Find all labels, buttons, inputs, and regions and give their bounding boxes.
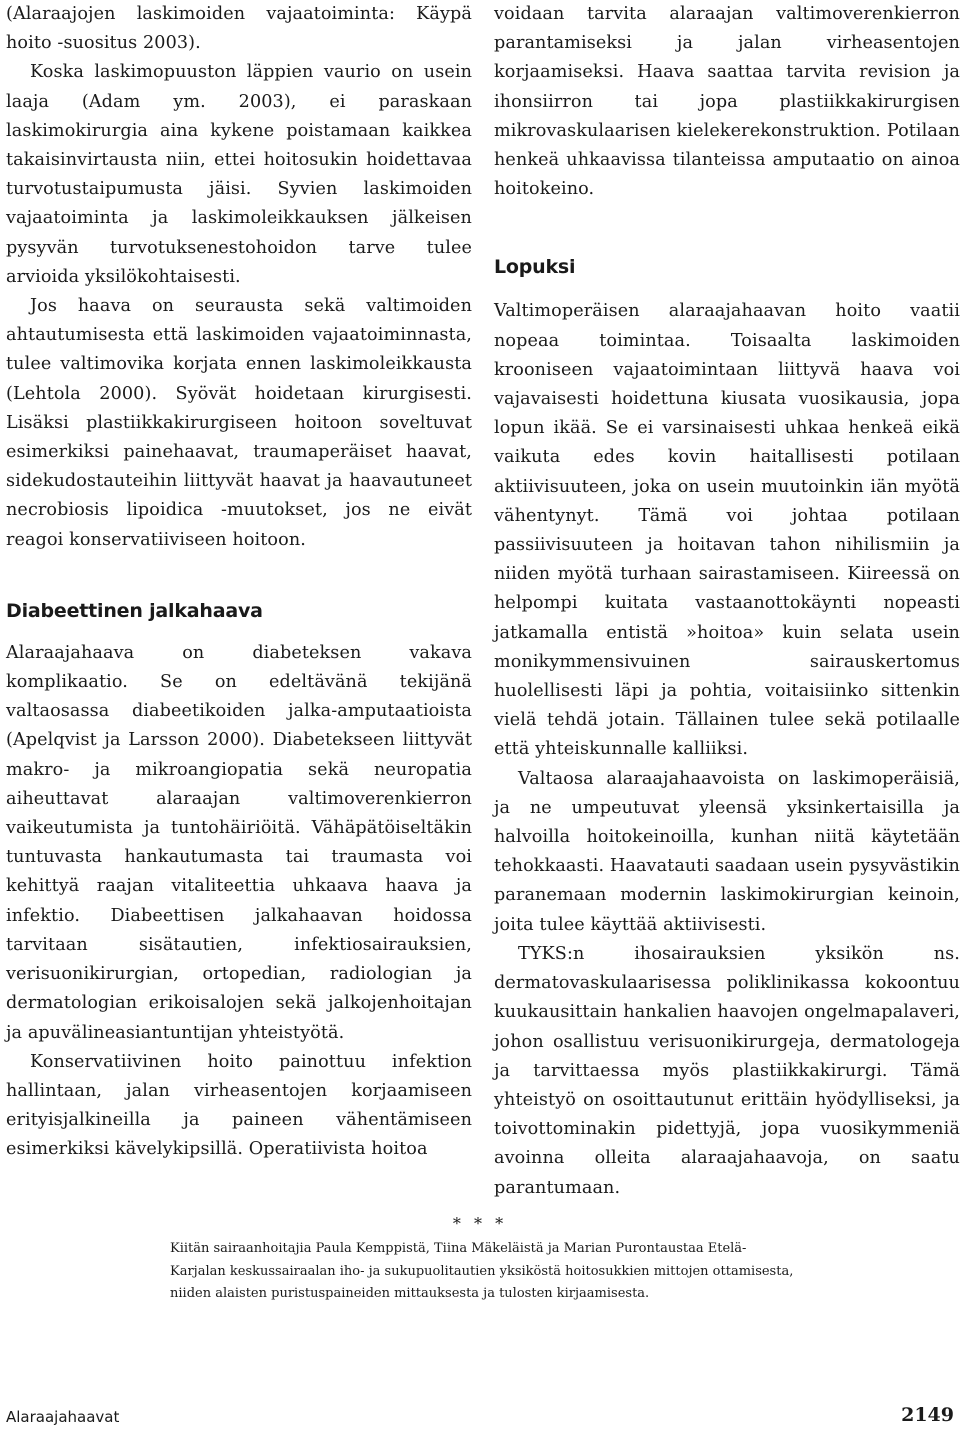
paragraph: voidaan tarvita alaraajan valtimoverenkierron parantamiseksi ja jalan virheasentojen korjaamiseksi. Haava saattaa tarvita revision ja ihonsiirron tai jopa plastiikkakirurgisen mikrovaskulaarisen kielekerekonstruktion. Potilaan henkeä uhkaavissa tilanteissa amputaatio on ainoa hoitokeino. <box>494 4 960 200</box>
paragraph: Konservatiivinen hoito painottuu infektion hallintaan, jalan virheasentojen korjaamiseen erityisjalkineilla ja paineen vähentämiseen esimerkiksi kävelykipsillä. Operatiivista hoitoa <box>6 1051 472 1160</box>
running-footer-title: Alaraajahaavat <box>6 1408 120 1426</box>
paragraph: (Alaraajojen laskimoiden vajaatoiminta: Käypä hoito -suositus 2003). <box>6 4 472 54</box>
paragraph: Alaraajahaava on diabeteksen vakava komplikaatio. Se on edeltävänä tekijänä valtaosassa diabeetikoiden jalka-amputaatioista (Apelqvist ja Larsson 2000). Diabetekseen liittyvät makro- ja mikroangiopatia sekä neuropatia aiheuttavat alaraajan valtimoverenkierron vaikeutumista ja tuntohäiriöitä. Vähäpätöiseltäkin tuntuvasta hankautumasta tai traumasta voi kehittyä raajan vitaliteettia uhkaava haava ja infektio. Diabeettisen jalkahaavan hoidossa tarvitaan sisätautien, infektiosairauksien, verisuonikirurgian, ortopedian, radiologian ja dermatologian erikoisalojen sekä jalkojenhoitajan ja apuvälineasiantuntijan yhteistyötä. <box>6 642 472 1043</box>
page-number: 2149 <box>901 1404 954 1426</box>
paragraph: TYKS:n ihosairauksien yksikön ns. dermatovaskulaarisessa poliklinikassa kokoontuu kuukausittain hankalien haavojen ongelmapalaveri, johon osallistuu verisuonikirurgeja, dermatologeja ja tarvittaessa myös plastiikkakirurgi. Tämä yhteistyö on osoittautunut erittäin hyödylliseksi, ja toivottominakin pidettyjä, jopa vuosikymmeniä avoinna olleita alaraajahaavoja, on saatu parantumaan. <box>494 943 960 1198</box>
section-heading-diabetic-ulcer: Diabeettinen jalkahaava <box>6 599 263 622</box>
section-separator: * * * <box>452 1214 508 1233</box>
section-heading-conclusion: Lopuksi <box>494 256 576 279</box>
paragraph: Valtimoperäisen alaraajahaavan hoito vaatii nopeaa toimintaa. Toisaalta laskimoiden krooniseen vajaatoimintaan liittyvä haava voi vajavaisesti hoidettuna kiusata vuosikausia, jopa lopun ikää. Se ei varsinaisesti uhkaa henkeä eikä vaikuta edes kovin haitallisesti potilaan aktiivisuuteen, joka on usein muutoinkin iän myötä vähentynyt. Tämä voi johtaa potilaan passiivisuuteen ja hoitavan tahon nihilismiin ja niiden myötä turhaan sairastamiseen. Kiireessä on helpompi kuitata vastaanottokäynti nopeasti jatkamalla entistä »hoitoa» kuin selata usein monikymmensivuinen sairauskertomus huolellisesti läpi ja pohtia, voitaisiinko sittenkin vielä tehdä jotain. Tällainen tulee sekä potilaalle että yhteiskunnalle kalliiksi. <box>494 301 960 760</box>
right-column <box>494 0 960 1203</box>
acknowledgement-note: Kiitän sairaanhoitajia Paula Kemppistä, Tiina Mäkeläistä ja Marian Purontaustaa Etelä-Karjalan keskussairaalan iho- ja sukupuolitautien yksiköstä hoitosukkien mittojen ottamisesta, niiden alaisten puristuspaineiden mittauksesta ja tulosten kirjaamisesta. <box>170 1241 794 1301</box>
paragraph: Valtaosa alaraajahaavoista on laskimoperäisiä, ja ne umpeutuvat yleensä yksinkertaisilla ja halvoilla hoitokeinoilla, kunhan niitä käytetään tehokkaasti. Haavatauti saadaan usein pysyvästikin paranemaan modernin laskimokirurgian keinoin, joita tulee käyttää aktiivisesti. <box>494 768 960 935</box>
paragraph: Koska laskimopuuston läppien vaurio on usein laaja (Adam ym. 2003), ei paraskaan laskimokirurgia aina kykene poistamaan kaikkea takaisinvirtausta niin, ettei hoitosukin hoidettavaa turvotustaipumusta jäisi. Syvien laskimoiden vajaatoiminta ja laskimoleikkauksen jälkeisen pysyvän turvotuksenestohoidon tarve tulee arvioida yksilökohtaisesti. <box>6 62 472 287</box>
left-column <box>6 0 472 1165</box>
paragraph: Jos haava on seurausta sekä valtimoiden ahtautumisesta että laskimoiden vajaatoiminnasta, tulee valtimovika korjata ennen laskimoleikkausta (Lehtola 2000). Syövät hoidetaan kirurgisesti. Lisäksi plastiikkakirurgiseen hoitoon soveltuvat esimerkiksi painehaavat, traumaperäiset haavat, sidekudostauteihin liittyvät haavat ja haavautuneet necrobiosis lipoidica -muutokset, jos ne eivät reagoi konservatiiviseen hoitoon. <box>6 296 472 550</box>
